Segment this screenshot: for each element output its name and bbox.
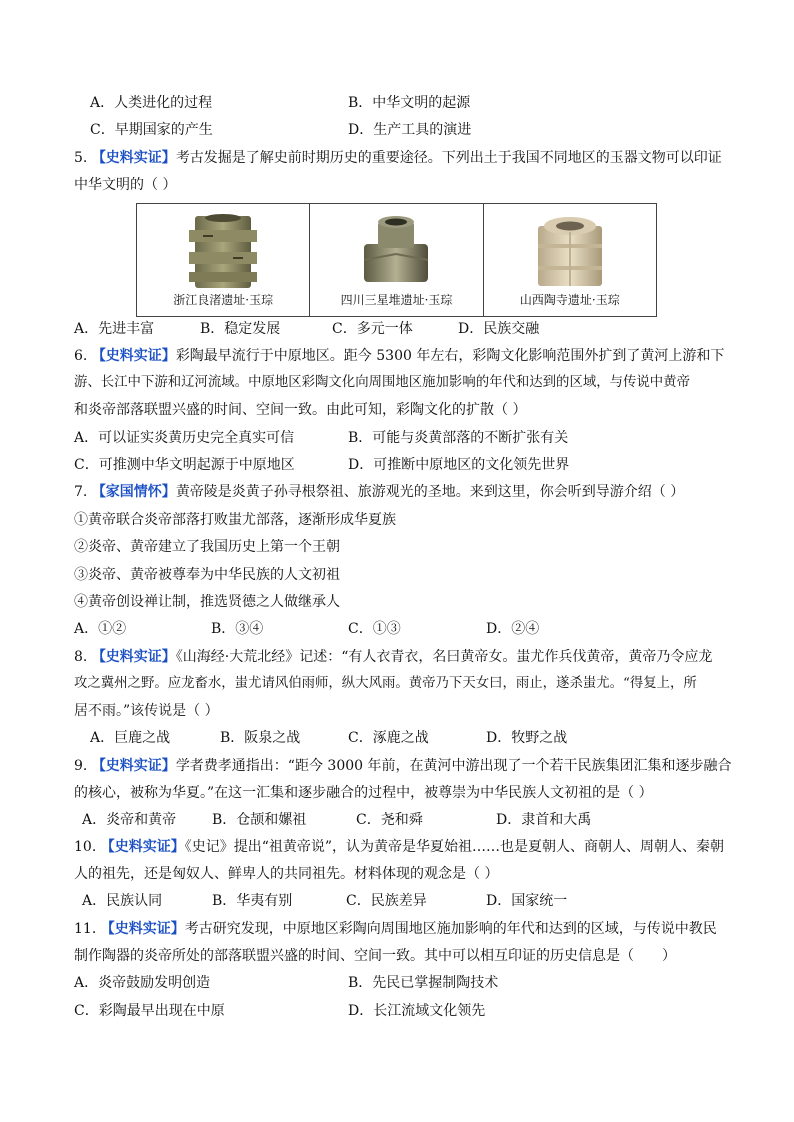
jade-cong-taosi-image (520, 210, 620, 292)
q11-option-a: A．炎帝鼓励发明创造 (74, 975, 211, 991)
q6-option-d: D．可推断中原地区的文化领先世界 (348, 457, 570, 473)
q11-option-b: B．先民已掌握制陶技术 (348, 975, 499, 991)
q7-option-a: A．①② (74, 621, 127, 637)
q10-option-b: B．华夷有别 (212, 893, 293, 909)
q11-stem-line2: 制作陶器的炎帝所处的部落联盟兴盛的时间、空间一致。其中可以相互印证的历史信息是（ ） (74, 948, 676, 964)
q5-option-c: C．多元一体 (332, 321, 413, 337)
q6-stem-line2: 游、长江中下游和辽河流域。中原地区彩陶文化向周围地区施加影响的年代和达到的区域，与传说中黄帝 (74, 375, 690, 390)
q7-item-3: ③炎帝、黄帝被尊奉为中华民族的人文初祖 (74, 567, 340, 583)
q8-option-c: C．涿鹿之战 (348, 730, 429, 746)
q11-text1: 考古研究发现，中原地区彩陶向周围地区施加影响的年代和达到的区域，与传说中教民 (184, 921, 717, 937)
q10-stem-line2: 人的祖先，还是匈奴人、鲜卑人的共同祖先。材料体现的观念是（ ） (74, 866, 499, 882)
q7-item-2: ②炎帝、黄帝建立了我国历史上第一个王朝 (74, 539, 340, 555)
q8-stem-line1 (74, 647, 712, 667)
q4-option-c: C．早期国家的产生 (90, 122, 213, 138)
q8-option-a: A．巨鹿之战 (90, 730, 171, 746)
jade-cong-sanxingdui-image (346, 210, 446, 292)
q8-number: 8. (74, 649, 88, 665)
jade-cell-sanxingdui (310, 204, 483, 316)
q9-tag: 【史料实证】 (91, 758, 176, 774)
q8-stem-line3: 居不雨。”该传说是（ ） (74, 703, 219, 719)
q6-option-c: C．可推测中华文明起源于中原地区 (74, 457, 295, 473)
q11-option-c: C．彩陶最早出现在中原 (74, 1003, 225, 1019)
q7-option-b: B．③④ (211, 621, 264, 637)
q6-tag: 【史料实证】 (91, 348, 176, 364)
jade-caption-taosi: 山西陶寺遗址·玉琮 (519, 293, 620, 307)
q7-item-1: ①黄帝联合炎帝部落打败蚩尤部落，逐渐形成华夏族 (74, 512, 396, 528)
q7-text1: 黄帝陵是炎黄子孙寻根祭祖、旅游观光的圣地。来到这里，你会听到导游介绍（ ） (175, 484, 685, 500)
q10-tag: 【史料实证】 (100, 839, 185, 855)
q11-number: 11. (74, 921, 97, 937)
jade-cell-taosi (484, 204, 656, 316)
q6-stem-line1 (74, 346, 724, 366)
q4-option-a: A．人类进化的过程 (90, 95, 213, 111)
q5-text1: 考古发掘是了解史前时期历史的重要途径。下列出土于我国不同地区的玉器文物可以印证 (175, 150, 722, 166)
q5-option-d: D．民族交融 (458, 321, 540, 337)
q6-option-b: B．可能与炎黄部落的不断扩张有关 (348, 430, 569, 446)
q7-number: 7. (74, 484, 88, 500)
q8-option-d: D．牧野之战 (486, 730, 568, 746)
q9-option-c: C．尧和舜 (356, 812, 423, 828)
q8-tag: 【史料实证】 (91, 649, 176, 665)
jade-cong-liangzhu-image (173, 210, 273, 292)
q8-stem-line2: 攻之冀州之野。应龙畜水，蚩尤请风伯雨师，纵大风雨。黄帝乃下天女曰，雨止，遂杀蚩尤。“得复上，所 (74, 676, 697, 691)
q4-option-d: D．生产工具的演进 (348, 122, 472, 138)
q6-text1: 彩陶最早流行于中原地区。距今 5300 年左右，彩陶文化影响范围外扩到了黄河上游和下 (175, 348, 725, 364)
q9-stem-line2: 的核心，被称为华夏。”在这一汇集和逐步融合的过程中，被尊崇为中华民族人文初祖的是（ ） (74, 785, 653, 801)
jade-caption-sanxingdui: 四川三星堆遗址·玉琮 (340, 293, 453, 307)
q9-text1: 学者费孝通指出：“距今 3000 年前，在黄河中游出现了一个若干民族集团汇集和逐步融合 (175, 758, 732, 774)
q11-stem-line1 (74, 919, 717, 939)
jade-image-table (136, 203, 657, 317)
q11-tag: 【史料实证】 (100, 921, 185, 937)
q6-number: 6. (74, 348, 88, 364)
q10-stem-line1 (74, 837, 724, 857)
q8-option-b: B．阪泉之战 (220, 730, 301, 746)
q7-stem-line1 (74, 482, 684, 502)
q5-stem-line1 (74, 148, 722, 168)
q9-option-a: A．炎帝和黄帝 (82, 812, 177, 828)
q5-stem-line2: 中华文明的（ ） (74, 177, 177, 193)
q10-option-d: D．国家统一 (486, 893, 568, 909)
q10-option-c: C．民族差异 (346, 893, 427, 909)
q7-option-d: D．②④ (486, 621, 540, 637)
jade-cell-liangzhu (137, 204, 310, 316)
q5-option-a: A．先进丰富 (74, 321, 155, 337)
q8-text1: 《山海经·大荒北经》记述：“有人衣青衣，名曰黄帝女。蚩尤作兵伐黄帝，黄帝乃令应龙 (175, 649, 713, 665)
q10-number: 10. (74, 839, 97, 855)
q9-option-d: D．隶首和大禹 (496, 812, 592, 828)
q9-stem-line1 (74, 756, 732, 776)
q11-option-d: D．长江流域文化领先 (348, 1003, 486, 1019)
q9-option-b: B．仓颉和嫘祖 (212, 812, 307, 828)
q10-text1: 《史记》提出“祖黄帝说”，认为黄帝是华夏始祖……也是夏朝人、商朝人、周朝人、秦朝 (184, 839, 725, 855)
q6-option-a: A．可以证实炎黄历史完全真实可信 (74, 430, 295, 446)
jade-caption-liangzhu: 浙江良渚遗址·玉琮 (173, 293, 274, 307)
q5-option-b: B．稳定发展 (200, 321, 281, 337)
q5-tag: 【史料实证】 (91, 150, 176, 166)
q6-stem-line3: 和炎帝部落联盟兴盛的时间、空间一致。由此可知，彩陶文化的扩散（ ） (74, 402, 527, 418)
q7-option-c: C．①③ (348, 621, 401, 637)
q7-item-4: ④黄帝创设禅让制，推选贤德之人做继承人 (74, 594, 340, 610)
q9-number: 9. (74, 758, 88, 774)
q7-tag: 【家国情怀】 (91, 484, 176, 500)
q5-number: 5. (74, 150, 88, 166)
q4-option-b: B．中华文明的起源 (348, 95, 471, 111)
q10-option-a: A．民族认同 (82, 893, 163, 909)
